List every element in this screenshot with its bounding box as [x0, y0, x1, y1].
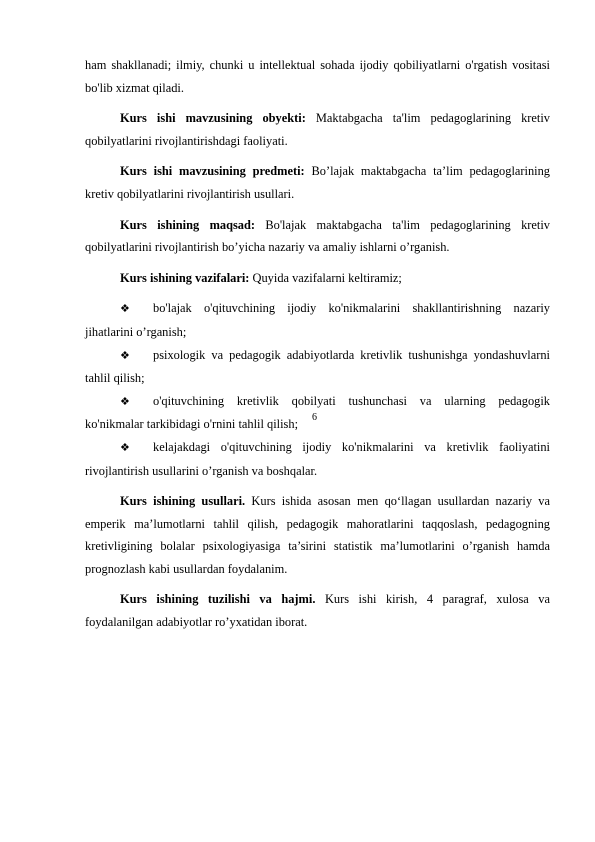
- intro-text: ham shakllanadi; ilmiy, chunki u intellektual sohada ijodiy qobiliyatlarni o'rgatish vositasi bo'lib xizmat qiladi.: [85, 58, 550, 95]
- list-item: [85, 297, 550, 343]
- tasks-label: Kurs ishining vazifalari:: [120, 270, 250, 285]
- intro-paragraph: [85, 54, 550, 99]
- subject-label: Kurs ishi mavzusining predmeti:: [120, 164, 305, 179]
- methods-paragraph: [85, 490, 550, 580]
- methods-label: Kurs ishining usullari.: [120, 494, 246, 509]
- goal-text: Bo'lajak maktabgacha ta'lim pedagoglarining kretiv qobilyatlarini rivojlantirish bo’yicha nazariy va amaliy ishlarni o’rganish.: [85, 217, 550, 255]
- list-item-text: o'qituvchining kretivlik qobilyati tushunchasi va ularning pedagogik ko'nikmalar tarkibidagi o'rnini tahlil qilish;: [85, 393, 550, 432]
- methods-text: Kurs ishida asosan men qo‘llagan usullardan nazariy va emperik ma’lumotlarni tahlil qilish, pedagogik mahoratlarini taqqoslash, pedagogning kretivligining bolalar psixologiyasiga ta’sirini statistik ma’lumotlarini o’rganish hamda prognozlash kabi usullardan foydalanim.: [85, 494, 550, 576]
- object-text: Maktabgacha ta'lim pedagoglarining kretiv qobilyatlarini rivojlantirishdagi faoliyati.: [85, 111, 550, 148]
- subject-text: Bo’lajak maktabgacha ta’lim pedagoglarining kretiv qobilyatlarini rivojlantirish usullari.: [85, 164, 550, 201]
- object-paragraph: [85, 107, 550, 152]
- subject-paragraph: [85, 160, 550, 205]
- diamond-bullet-icon: ❖: [120, 395, 130, 408]
- tasks-paragraph: [85, 267, 550, 290]
- object-label: Kurs ishi mavzusining obyekti:: [120, 111, 306, 126]
- structure-text: Kurs ishi kirish, 4 paragraf, xulosa va foydalanilgan adabiyotlar ro’yxatidan iborat.: [85, 592, 550, 630]
- list-item: [85, 344, 550, 390]
- diamond-bullet-icon: ❖: [120, 441, 130, 454]
- list-item: [85, 436, 550, 482]
- list-item-text: psixologik va pedagogik adabiyotlarda kretivlik tushunishga yondashuvlarni tahlil qilish;: [85, 347, 550, 386]
- document-page: [85, 54, 550, 642]
- list-item-text: kelajakdagi o'qituvchining ijodiy ko'nikmalarini va kretivlik faoliyatini rivojlantirish usullarini o’rganish va boshqalar.: [85, 439, 550, 478]
- list-item-text: bo'lajak o'qituvchining ijodiy ko'nikmalarini shakllantirishning nazariy jihatlarini o’rganish;: [85, 301, 550, 339]
- structure-paragraph: [85, 588, 550, 633]
- tasks-text: Quyida vazifalarni keltiramiz;: [249, 270, 402, 285]
- page-number: 6: [312, 412, 317, 423]
- goal-label: Kurs ishining maqsad:: [120, 217, 256, 232]
- structure-label: Kurs ishining tuzilishi va hajmi.: [120, 592, 316, 607]
- goal-paragraph: [85, 214, 550, 259]
- diamond-bullet-icon: ❖: [120, 349, 130, 362]
- list-item: [85, 390, 550, 436]
- tasks-list: [85, 297, 550, 482]
- diamond-bullet-icon: ❖: [120, 303, 130, 316]
